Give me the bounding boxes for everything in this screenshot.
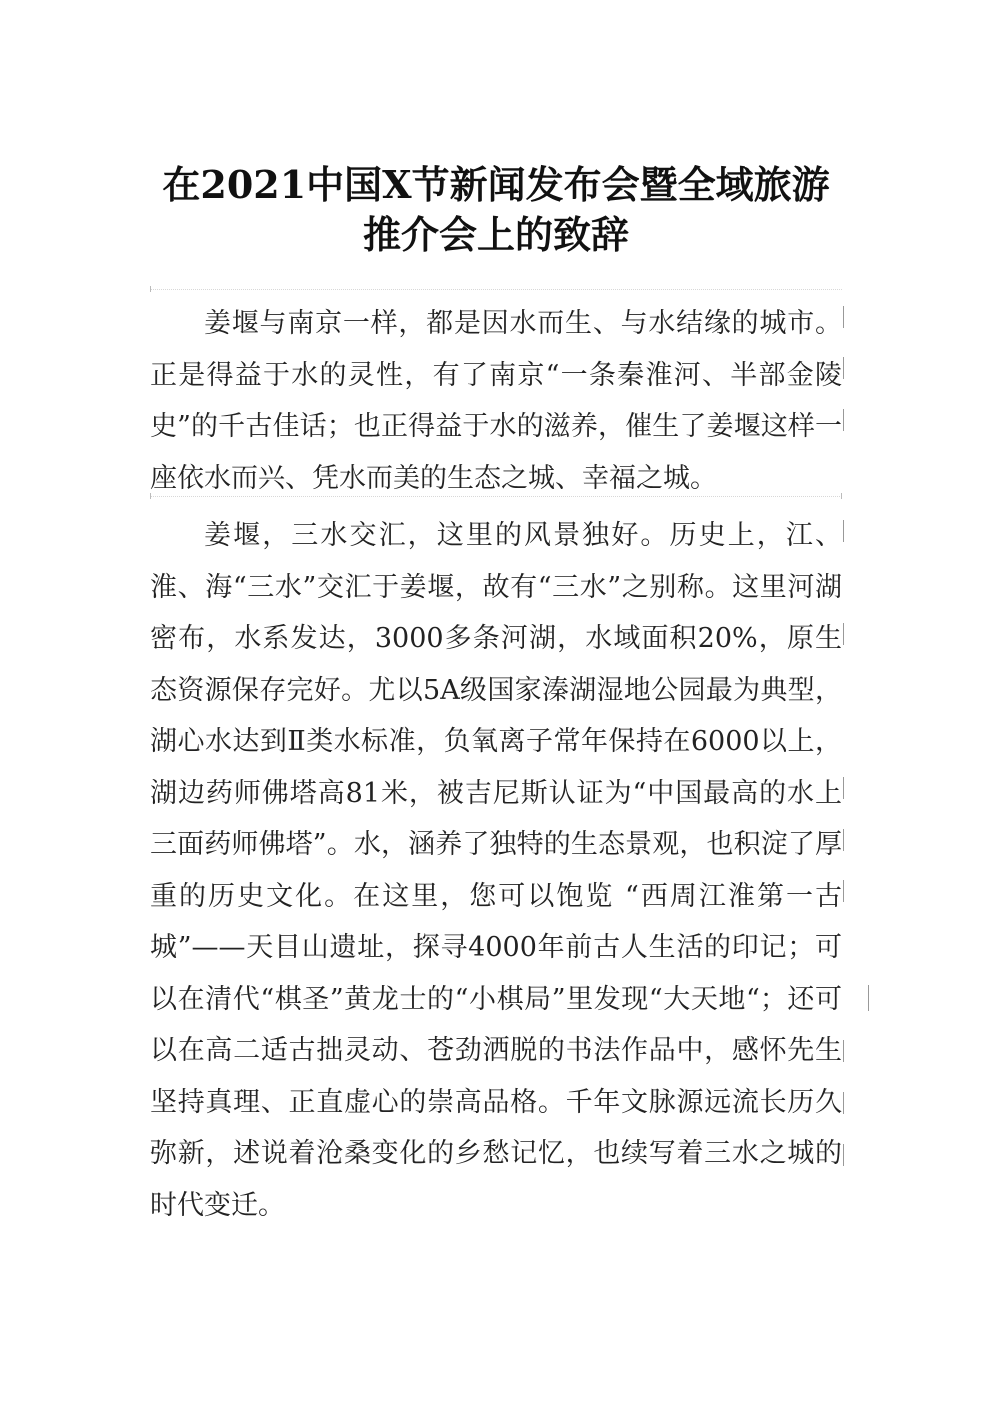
line-end-mark	[843, 409, 844, 431]
line-end-mark	[843, 829, 844, 851]
line-end-mark	[843, 777, 844, 799]
paragraph-corner-mark	[150, 493, 151, 499]
paragraph-corner-mark	[150, 286, 151, 292]
line-end-mark	[843, 1040, 844, 1062]
paragraph-corner-mark	[841, 493, 842, 499]
line-end-mark	[868, 985, 869, 1011]
document-title: 在2021中国X节新闻发布会暨全域旅游推介会上的致辞	[162, 162, 830, 257]
line-end-mark	[843, 1092, 844, 1114]
line-end-mark	[843, 357, 844, 379]
line-end-mark	[843, 623, 844, 645]
paragraph-boundary-middle	[150, 496, 842, 497]
paragraph-boundary-top	[150, 289, 842, 290]
paragraph-1: 姜堰与南京一样，都是因水而生、与水结缘的城市。正是得益于水的灵性，有了南京“一条秦淮河、半部金陵史”的千古佳话；也正得益于水的滋养，催生了姜堰这样一座依水而兴、凭水而美的生态之城、幸福之城。	[150, 308, 842, 494]
line-end-mark	[843, 306, 844, 328]
line-end-mark	[843, 1144, 844, 1166]
line-end-mark	[843, 520, 844, 542]
paragraph-2: 姜堰，三水交汇，这里的风景独好。历史上，江、淮、海“三水”交汇于姜堰，故有“三水”之别称。这里河湖密布，水系发达，3000多条河湖，水域面积20%，原生态资源保存完好。尤以5A级国家溱湖湿地公园最为典型，湖心水达到Ⅱ类水标准，负氧离子常年保持在6000以上，湖边药师佛塔高81米，被吉尼斯认证为“中国最高的水上三面药师佛塔”。水，涵养了独特的生态景观，也积淀了厚重的历史文化。在这里，您可以饱览 “西周江淮第一古城”——天目山遗址，探寻4000年前古人生活的印记；可以在清代“棋圣”黄龙士的“小棋局”里发现“大天地“；还可以在高二适古拙灵动、苍劲洒脱的书法作品中，感怀先生坚持真理、正直虚心的崇高品格。千年文脉源远流长历久弥新，述说着沧桑变化的乡愁记忆，也续写着三水之城的时代变迁。	[150, 520, 842, 1221]
line-end-mark	[843, 880, 844, 902]
